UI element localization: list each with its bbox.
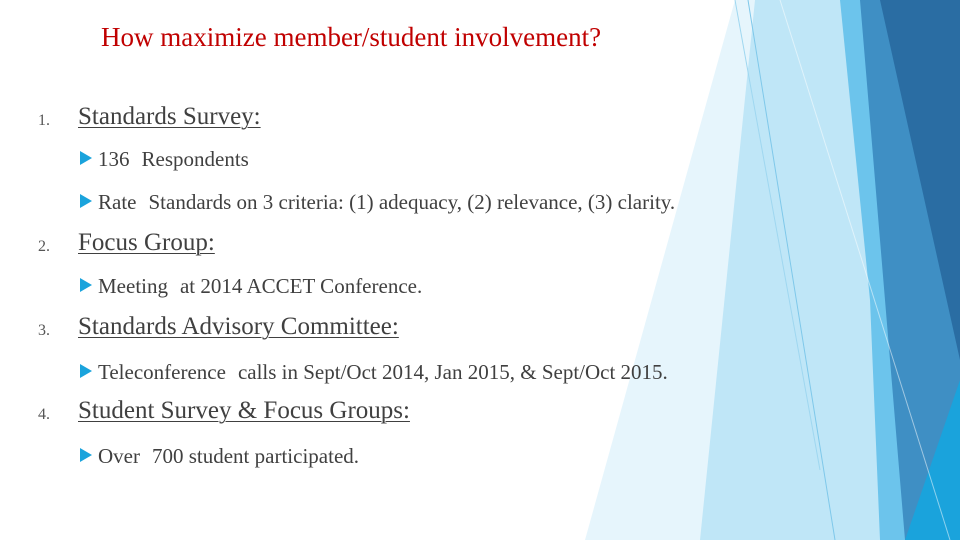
sub-item-lead: 136 [98,147,130,171]
sub-item-text: Standards on 3 criteria: (1) adequacy, (2) relevance, (3) clarity. [148,190,676,214]
sub-item [80,274,422,299]
item-number-1: 1. [38,112,50,129]
sub-item-text: Respondents [141,147,249,171]
sub-item-text: calls in Sept/Oct 2014, Jan 2015, & Sept/Oct 2015. [237,360,668,384]
triangle-bullet-icon [80,448,92,462]
triangle-bullet-icon [80,194,92,208]
sub-item [80,360,668,385]
triangle-bullet-icon [80,151,92,165]
sub-item [80,190,675,215]
triangle-bullet-icon [80,278,92,292]
item-heading-4: Student Survey & Focus Groups: [78,397,410,424]
sub-item-lead: Over [98,444,140,468]
item-number-2: 2. [38,238,50,255]
sub-item-text: 700 student participated. [151,444,360,468]
triangle-bullet-icon [80,364,92,378]
item-heading-2: Focus Group: [78,229,215,256]
sub-item [80,444,359,469]
item-number-4: 4. [38,406,50,423]
sub-item-text: at 2014 ACCET Conference. [179,274,423,298]
slide-title: How maximize member/student involvement? [101,22,602,52]
sub-item [80,147,249,172]
item-heading-1: Standards Survey: [78,103,261,130]
sub-item-lead: Teleconference [98,360,226,384]
sub-item-lead: Meeting [98,274,168,298]
item-number-3: 3. [38,322,50,339]
item-heading-3: Standards Advisory Committee: [78,313,399,340]
sub-item-lead: Rate [98,190,137,214]
